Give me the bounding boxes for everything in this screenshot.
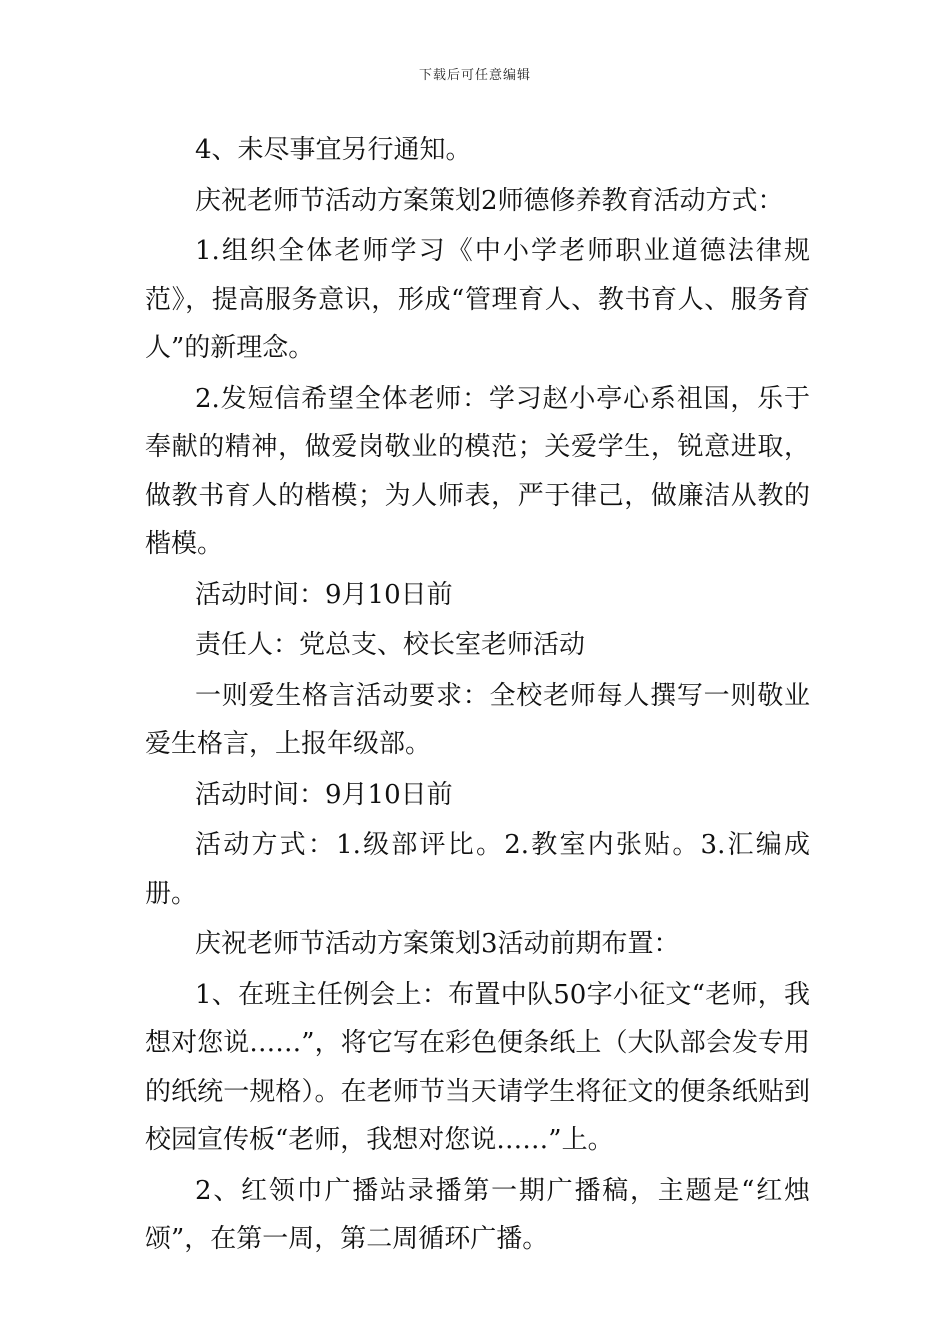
paragraph-broadcast: 2、红领巾广播站录播第一期广播稿，主题是“红烛颂”，在第一周，第二周循环广播。 (145, 1175, 810, 1254)
paragraph-essay-task: 1、在班主任例会上：布置中队50字小征文“老师，我想对您说……”，将它写在彩色便条纸上（大队部会发专用的纸统一规格）。在老师节当天请学生将征文的便条纸贴到校园宣传板“老师，我想对您说……”上。 (145, 979, 810, 1155)
paragraph-notice: 4、未尽事宜另行通知。 (195, 135, 472, 165)
paragraph-activity-time: 活动时间：9月10日前 (195, 579, 453, 610)
paragraph-activity-method: 活动方式：1.级部评比。2.教室内张贴。3.汇编成册。 (145, 830, 810, 909)
paragraph-plan2-heading: 庆祝老师节活动方案策划2师德修养教育活动方式： (195, 185, 784, 216)
paragraph-activity-time-2: 活动时间：9月10日前 (195, 779, 453, 810)
document-body (145, 126, 810, 1264)
paragraph-plan3-heading: 庆祝老师节活动方案策划3活动前期布置： (195, 929, 680, 959)
page-header-note: 下载后可任意编辑 (418, 68, 531, 83)
paragraph-motto-requirements: 一则爱生格言活动要求：全校老师每人撰写一则敬业爱生格言，上报年级部。 (145, 680, 810, 759)
paragraph-study-regulations: 1.组织全体老师学习《中小学老师职业道德法律规范》，提高服务意识，形成“管理育人、教书育人、服务育人”的新理念。 (145, 236, 810, 363)
paragraph-sms-message: 2.发短信希望全体老师：学习赵小亭心系祖国，乐于奉献的精神，做爱岗敬业的模范；关爱学生，锐意进取，做教书育人的楷模；为人师表，严于律己，做廉洁从教的楷模。 (145, 383, 810, 559)
paragraph-responsible-person: 责任人：党总支、校长室老师活动 (195, 630, 586, 660)
